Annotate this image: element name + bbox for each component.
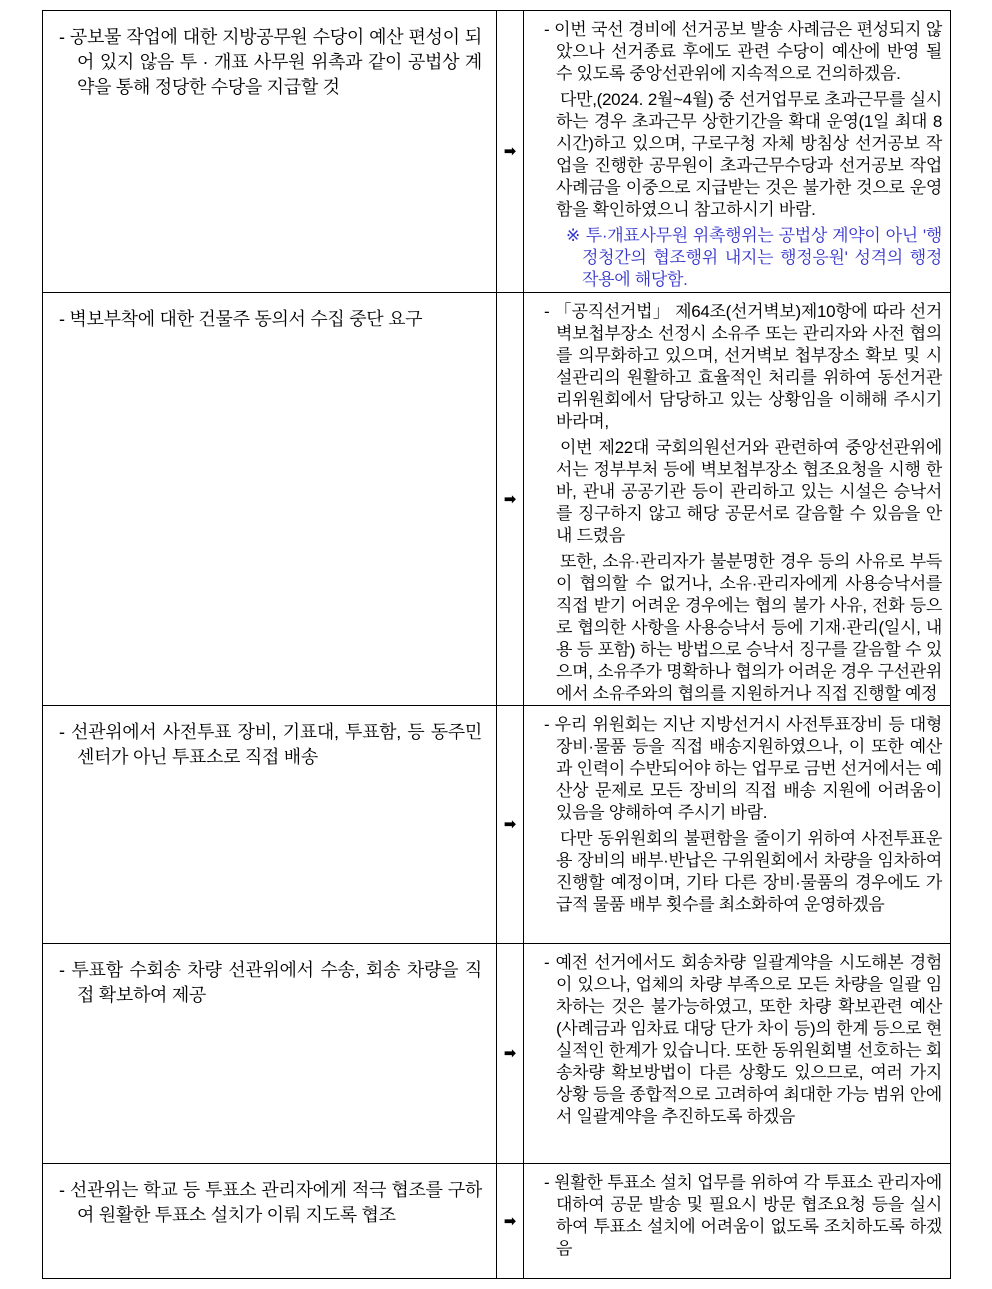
response-cell <box>524 1164 950 1278</box>
response-text: - 「공직선거법」 제64조(선거벽보)제10항에 따라 선거벽보첩부장소 선정시 소유주 또는 관리자와 사전 협의를 의무화하고 있으며, 선거벽보 첩부장소 확보 및 시설관리의 원활하고 효율적인 처리를 위하여 동선거관리위원회에서 담당하고 있는 상황임을 이해해 주시기 바라며, <box>544 302 942 431</box>
arrow-cell <box>497 1164 524 1278</box>
request-text: - 공보물 작업에 대한 지방공무원 수당이 예산 편성이 되어 있지 않음 투 · 개표 사무원 위촉과 같이 공법상 계약을 통해 정당한 수당을 지급할 것 <box>59 27 482 97</box>
response-cell <box>524 706 950 943</box>
response-text: - 예전 선거에서도 회송차량 일괄계약을 시도해본 경험이 있으나, 업체의 차량 부족으로 모든 차량을 일괄 임차하는 것은 불가능하였고, 또한 차량 확보관련 예산(사례금과 임차료 대당 단가 차이 등)의 한계 등으로 현실적인 한계가 있습니다. 또한 동위원회별 선호하는 회송차량 확보방법이 다른 상황도 있으므로, 여러 가지 상황 등을 종합적으로 고려하여 최대한 가능 범위 안에서 일괄계약을 추진하도록 하겠음 <box>544 953 942 1126</box>
table-row <box>43 293 950 706</box>
response-cell <box>524 11 950 292</box>
table-row <box>43 944 950 1164</box>
response-cell <box>524 293 950 705</box>
response-cell <box>524 944 950 1163</box>
request-text: - 벽보부착에 대한 건물주 동의서 수집 중단 요구 <box>59 309 423 329</box>
right-arrow-icon: ➡ <box>503 1045 517 1062</box>
table-row <box>43 706 950 944</box>
arrow-cell <box>497 11 524 292</box>
response-text: - 우리 위원회는 지난 지방선거시 사전투표장비 등 대형 장비·물품 등을 직접 배송지원하였으나, 이 또한 예산과 인력이 수반되어야 하는 업무로 금번 선거에서는 예산상 문제로 모든 장비의 직접 배송 지원에 어려움이 있음을 양해하여 주시기 바람. <box>544 715 942 822</box>
response-text: ※ 투·개표사무원 위촉행위는 공법상 계약이 아닌 '행정청간의 협조행위 내지는 행정응원' 성격의 행정 작용에 해당함. <box>566 226 942 289</box>
right-arrow-icon: ➡ <box>503 143 517 160</box>
arrow-cell <box>497 944 524 1163</box>
right-arrow-icon: ➡ <box>503 1212 517 1230</box>
response-text: 다만,(2024. 2월~4월) 중 선거업무로 초과근무를 실시 하는 경우 초과근무 상한기간을 확대 운영(1일 최대 8시간)하고 있으며, 구로구청 자체 방침상 선거공보 작업을 진행한 공무원이 초과근무수당과 선거공보 작업 사례금을 이중으로 지급받는 것은 불가한 것으로 운영함을 확인하였으니 참고하시기 바람. <box>556 90 942 219</box>
response-text: 또한, 소유·관리자가 불분명한 경우 등의 사유로 부득이 협의할 수 없거나, 소유·관리자에게 사용승낙서를 직접 받기 어려운 경우에는 협의 불가 사유, 전화 등으로 협의한 사항을 사용승낙서 등에 기재·관리(일시, 내용 등 포함) 하는 방법으로 승낙서 징구를 갈음할 수 있으며, 소유주가 명확하나 협의가 어려운 경우 구선관위에서 소유주와의 협의를 지원하거나 직접 진행할 예정 <box>556 552 942 703</box>
table-row <box>43 11 950 293</box>
request-text: - 선관위에서 사전투표 장비, 기표대, 투표함, 등 동주민센터가 아닌 투표소로 직접 배송 <box>59 722 482 767</box>
arrow-cell <box>497 706 524 943</box>
right-arrow-icon: ➡ <box>503 816 517 833</box>
response-text: 다만 동위원회의 불편함을 줄이기 위하여 사전투표운용 장비의 배부·반납은 구위원회에서 차량을 임차하여 진행할 예정이며, 기타 다른 장비·물품의 경우에도 가급적 물품 배부 횟수를 최소화하여 운영하겠음 <box>556 829 942 914</box>
request-cell <box>43 293 497 705</box>
qa-table <box>42 10 951 1279</box>
request-text: - 투표함 수회송 차량 선관위에서 수송, 회송 차량을 직접 확보하여 제공 <box>59 960 482 1005</box>
request-cell <box>43 1164 497 1278</box>
right-arrow-icon: ➡ <box>503 490 517 508</box>
request-cell <box>43 706 497 943</box>
request-cell <box>43 944 497 1163</box>
response-text: - 이번 국선 경비에 선거공보 발송 사례금은 편성되지 않았으나 선거종료 후에도 관련 수당이 예산에 반영 될 수 있도록 중앙선관위에 지속적으로 건의하겠음. <box>544 20 942 83</box>
response-text: - 원활한 투표소 설치 업무를 위하여 각 투표소 관리자에 대하여 공문 발송 및 필요시 방문 협조요청 등을 실시하여 투표소 설치에 어려움이 없도록 조치하도록 하겠음 <box>544 1173 942 1258</box>
arrow-cell <box>497 293 524 705</box>
request-cell <box>43 11 497 292</box>
request-text: - 선관위는 학교 등 투표소 관리자에게 적극 협조를 구하여 원활한 투표소 설치가 이뤄 지도록 협조 <box>59 1180 482 1225</box>
response-text: 이번 제22대 국회의원선거와 관련하여 중앙선관위에서는 정부부처 등에 벽보첩부장소 협조요청을 시행 한 바, 관내 공공기관 등이 관리하고 있는 시설은 승낙서를 징구하지 않고 해당 공문서로 갈음할 수 있음을 안내 드렸음 <box>556 438 942 545</box>
table-row <box>43 1164 950 1278</box>
